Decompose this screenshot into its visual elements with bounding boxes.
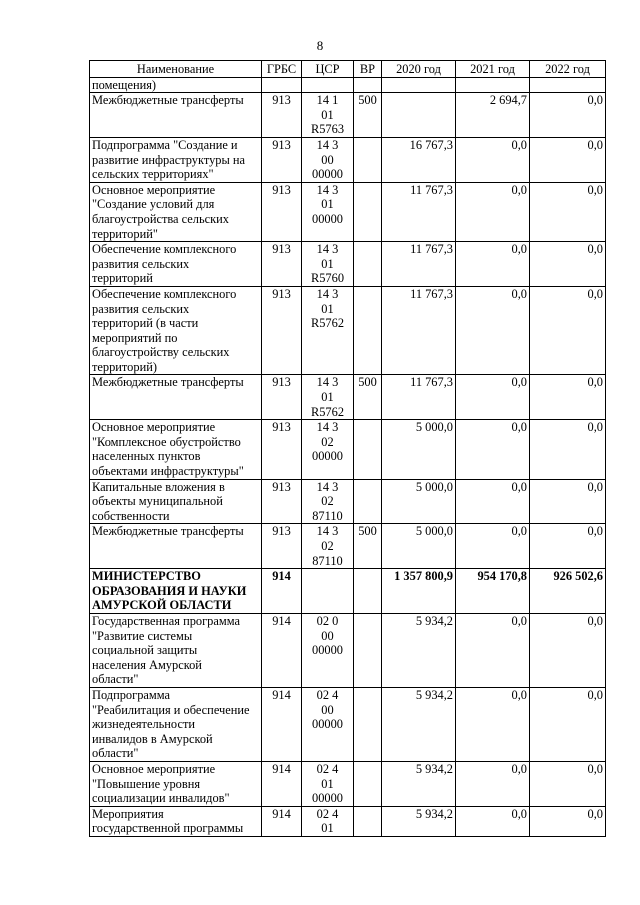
cell-year-2022: 0,0 bbox=[530, 613, 606, 687]
header-csr: ЦСР bbox=[302, 61, 354, 78]
cell-year-2020 bbox=[382, 77, 456, 93]
cell-name-line: "Реабилитация и обеспечение bbox=[92, 702, 250, 717]
cell-csr-line: 00000 bbox=[312, 717, 343, 732]
cell-year-2021: 0,0 bbox=[456, 524, 530, 569]
cell-name-line: МИНИСТЕРСТВО bbox=[92, 569, 201, 584]
cell-year-2021: 2 694,7 bbox=[456, 93, 530, 138]
cell-name bbox=[90, 524, 262, 569]
header-grbs: ГРБС bbox=[262, 61, 302, 78]
cell-vr: 500 bbox=[354, 93, 382, 138]
cell-vr: 500 bbox=[354, 524, 382, 569]
cell-name-line: "Развитие системы bbox=[92, 628, 193, 643]
cell-year-2020: 5 000,0 bbox=[382, 479, 456, 524]
cell-name bbox=[90, 569, 262, 614]
cell-csr-line: 01 bbox=[321, 390, 334, 405]
cell-year-2021 bbox=[456, 77, 530, 93]
cell-csr-line: 00000 bbox=[312, 643, 343, 658]
cell-name bbox=[90, 761, 262, 806]
cell-csr-line: 00000 bbox=[312, 449, 343, 464]
cell-csr-line: 14 3 bbox=[316, 420, 339, 435]
cell-csr-line: 00 bbox=[321, 152, 334, 167]
cell-csr-line: R5762 bbox=[310, 316, 345, 331]
cell-name bbox=[90, 182, 262, 241]
cell-year-2020: 11 767,3 bbox=[382, 182, 456, 241]
cell-year-2021: 0,0 bbox=[456, 137, 530, 182]
cell-name-line: территорий) bbox=[92, 359, 157, 374]
cell-csr-line: 02 4 bbox=[316, 761, 339, 776]
cell-csr-line: 14 3 bbox=[316, 286, 339, 301]
table-row bbox=[90, 182, 606, 241]
cell-year-2022: 0,0 bbox=[530, 93, 606, 138]
cell-csr bbox=[302, 375, 354, 420]
cell-name-line: населенных пунктов bbox=[92, 449, 201, 464]
cell-csr bbox=[302, 479, 354, 524]
cell-year-2020: 16 767,3 bbox=[382, 137, 456, 182]
cell-name-line: Подпрограмма bbox=[92, 687, 170, 702]
cell-vr bbox=[354, 479, 382, 524]
header-year-2022: 2022 год bbox=[530, 61, 606, 78]
cell-year-2022: 0,0 bbox=[530, 182, 606, 241]
cell-grbs: 914 bbox=[262, 569, 302, 614]
cell-csr bbox=[302, 761, 354, 806]
cell-csr-line: 02 0 bbox=[316, 613, 339, 628]
cell-year-2021: 0,0 bbox=[456, 286, 530, 375]
cell-year-2021: 0,0 bbox=[456, 242, 530, 287]
table-row bbox=[90, 761, 606, 806]
cell-name-line: Капитальные вложения в bbox=[92, 479, 225, 494]
cell-name-line: Основное мероприятие bbox=[92, 761, 216, 776]
table-row bbox=[90, 479, 606, 524]
cell-vr bbox=[354, 761, 382, 806]
page-number: 8 bbox=[316, 38, 324, 53]
cell-csr bbox=[302, 242, 354, 287]
cell-csr bbox=[302, 613, 354, 687]
cell-csr-line: 87110 bbox=[312, 553, 343, 568]
cell-csr bbox=[302, 93, 354, 138]
cell-year-2022: 0,0 bbox=[530, 524, 606, 569]
cell-vr bbox=[354, 613, 382, 687]
cell-name bbox=[90, 77, 262, 93]
cell-csr bbox=[302, 687, 354, 761]
cell-name-line: развитие инфраструктуры на bbox=[92, 152, 246, 167]
cell-csr bbox=[302, 420, 354, 479]
cell-csr-line: 01 bbox=[321, 197, 334, 212]
cell-grbs: 914 bbox=[262, 806, 302, 836]
cell-vr bbox=[354, 687, 382, 761]
cell-vr bbox=[354, 806, 382, 836]
cell-grbs: 913 bbox=[262, 242, 302, 287]
cell-grbs: 913 bbox=[262, 93, 302, 138]
cell-grbs: 913 bbox=[262, 375, 302, 420]
cell-year-2022: 926 502,6 bbox=[530, 569, 606, 614]
cell-year-2022: 0,0 bbox=[530, 761, 606, 806]
cell-name-line: территорий (в части bbox=[92, 316, 199, 331]
cell-year-2020: 11 767,3 bbox=[382, 286, 456, 375]
cell-csr-line: 02 4 bbox=[316, 806, 339, 821]
cell-name-line: Подпрограмма "Создание и bbox=[92, 137, 238, 152]
cell-grbs: 914 bbox=[262, 687, 302, 761]
cell-year-2020: 5 934,2 bbox=[382, 687, 456, 761]
cell-csr-line: 87110 bbox=[312, 508, 343, 523]
table-row bbox=[90, 77, 606, 93]
cell-csr-line: 02 4 bbox=[316, 687, 339, 702]
cell-csr bbox=[302, 182, 354, 241]
cell-name-line: АМУРСКОЙ ОБЛАСТИ bbox=[92, 598, 232, 613]
cell-grbs: 913 bbox=[262, 286, 302, 375]
table-row bbox=[90, 375, 606, 420]
cell-year-2021: 0,0 bbox=[456, 761, 530, 806]
cell-grbs: 914 bbox=[262, 613, 302, 687]
cell-csr-line: 01 bbox=[321, 256, 334, 271]
table-row bbox=[90, 93, 606, 138]
cell-name-line: Обеспечение комплексного bbox=[92, 242, 237, 257]
cell-year-2022: 0,0 bbox=[530, 687, 606, 761]
cell-name bbox=[90, 242, 262, 287]
cell-grbs: 913 bbox=[262, 137, 302, 182]
cell-year-2021: 954 170,8 bbox=[456, 569, 530, 614]
cell-csr-line: 00 bbox=[321, 702, 334, 717]
cell-name-line: сельских территориях" bbox=[92, 167, 214, 182]
cell-csr-line: 00000 bbox=[312, 167, 343, 182]
cell-name-line: "Повышение уровня bbox=[92, 776, 201, 791]
table-body bbox=[90, 77, 606, 836]
cell-csr-line: 14 3 bbox=[316, 524, 339, 539]
cell-name bbox=[90, 375, 262, 420]
cell-csr-line: R5760 bbox=[310, 271, 345, 286]
cell-name bbox=[90, 479, 262, 524]
cell-year-2021: 0,0 bbox=[456, 479, 530, 524]
cell-name-line: Мероприятия bbox=[92, 806, 164, 821]
table-row bbox=[90, 242, 606, 287]
cell-name-line: населения Амурской bbox=[92, 657, 202, 672]
cell-vr bbox=[354, 242, 382, 287]
cell-year-2020: 11 767,3 bbox=[382, 242, 456, 287]
cell-csr bbox=[302, 286, 354, 375]
cell-name bbox=[90, 420, 262, 479]
cell-csr-line: 02 bbox=[321, 494, 334, 509]
cell-name-line: инвалидов в Амурской bbox=[92, 731, 213, 746]
cell-name bbox=[90, 613, 262, 687]
cell-name-line: "Создание условий для bbox=[92, 197, 215, 212]
cell-year-2022 bbox=[530, 77, 606, 93]
cell-vr bbox=[354, 137, 382, 182]
cell-year-2022: 0,0 bbox=[530, 420, 606, 479]
header-year-2021: 2021 год bbox=[456, 61, 530, 78]
cell-name-line: Межбюджетные трансферты bbox=[92, 524, 244, 539]
cell-name-line: Основное мероприятие bbox=[92, 420, 216, 435]
table-row bbox=[90, 286, 606, 375]
table-row bbox=[90, 420, 606, 479]
cell-year-2020: 5 934,2 bbox=[382, 806, 456, 836]
cell-csr bbox=[302, 77, 354, 93]
cell-csr bbox=[302, 569, 354, 614]
cell-year-2021: 0,0 bbox=[456, 375, 530, 420]
cell-name-line: социализации инвалидов" bbox=[92, 791, 230, 806]
cell-name-line: развития сельских bbox=[92, 256, 190, 271]
cell-name bbox=[90, 93, 262, 138]
cell-year-2020: 5 000,0 bbox=[382, 420, 456, 479]
cell-csr-line: R5762 bbox=[310, 404, 345, 419]
cell-year-2020: 5 934,2 bbox=[382, 613, 456, 687]
cell-csr-line: R5763 bbox=[310, 122, 345, 137]
cell-name-line: "Комплексное обустройство bbox=[92, 434, 241, 449]
cell-name-line: области" bbox=[92, 746, 139, 761]
cell-year-2020: 1 357 800,9 bbox=[382, 569, 456, 614]
cell-year-2021: 0,0 bbox=[456, 420, 530, 479]
cell-vr bbox=[354, 569, 382, 614]
cell-name bbox=[90, 806, 262, 836]
cell-year-2021: 0,0 bbox=[456, 182, 530, 241]
cell-csr-line: 02 bbox=[321, 539, 334, 553]
cell-year-2021: 0,0 bbox=[456, 806, 530, 836]
cell-name-line: социальной защиты bbox=[92, 643, 198, 658]
cell-name-line: развития сельских bbox=[92, 301, 190, 316]
cell-name-line: жизнедеятельности bbox=[92, 717, 195, 732]
cell-csr-line: 01 bbox=[321, 301, 334, 316]
cell-grbs: 913 bbox=[262, 420, 302, 479]
budget-table bbox=[89, 60, 606, 837]
cell-name-line: Основное мероприятие bbox=[92, 182, 216, 197]
cell-name bbox=[90, 687, 262, 761]
cell-csr-line: 14 3 bbox=[316, 375, 339, 390]
cell-csr-line: 01 bbox=[321, 821, 334, 836]
cell-name-line: государственной программы bbox=[92, 821, 244, 836]
cell-name-line: области" bbox=[92, 672, 139, 687]
cell-name-line: объектами инфраструктуры" bbox=[92, 464, 244, 479]
cell-csr bbox=[302, 524, 354, 569]
cell-year-2022: 0,0 bbox=[530, 375, 606, 420]
cell-name-line: благоустройству сельских bbox=[92, 345, 230, 360]
cell-csr-line: 02 bbox=[321, 434, 334, 449]
cell-csr-line: 14 1 bbox=[316, 93, 339, 108]
header-year-2020: 2020 год bbox=[382, 61, 456, 78]
cell-name-line: Государственная программа bbox=[92, 613, 240, 628]
cell-year-2022: 0,0 bbox=[530, 242, 606, 287]
cell-year-2020: 11 767,3 bbox=[382, 375, 456, 420]
table-row bbox=[90, 613, 606, 687]
cell-csr bbox=[302, 806, 354, 836]
cell-vr: 500 bbox=[354, 375, 382, 420]
table-row bbox=[90, 524, 606, 569]
cell-grbs: 913 bbox=[262, 182, 302, 241]
cell-vr bbox=[354, 182, 382, 241]
cell-csr-line: 14 3 bbox=[316, 242, 339, 257]
cell-year-2022: 0,0 bbox=[530, 137, 606, 182]
cell-name-line: ОБРАЗОВАНИЯ И НАУКИ bbox=[92, 583, 247, 598]
cell-name bbox=[90, 286, 262, 375]
cell-csr-line: 01 bbox=[321, 107, 334, 122]
cell-name bbox=[90, 137, 262, 182]
cell-csr-line: 00000 bbox=[312, 791, 343, 806]
cell-year-2021: 0,0 bbox=[456, 613, 530, 687]
cell-csr-line: 00000 bbox=[312, 211, 343, 226]
cell-year-2020: 5 934,2 bbox=[382, 761, 456, 806]
cell-csr-line: 14 3 bbox=[316, 137, 339, 152]
cell-year-2022: 0,0 bbox=[530, 286, 606, 375]
cell-csr-line: 14 3 bbox=[316, 479, 339, 494]
cell-csr-line: 14 3 bbox=[316, 182, 339, 197]
cell-csr bbox=[302, 137, 354, 182]
table-row bbox=[90, 687, 606, 761]
cell-name-line: мероприятий по bbox=[92, 330, 178, 345]
cell-grbs: 913 bbox=[262, 524, 302, 569]
cell-name-line: Межбюджетные трансферты bbox=[92, 93, 244, 108]
cell-grbs: 913 bbox=[262, 479, 302, 524]
cell-grbs bbox=[262, 77, 302, 93]
table-row bbox=[90, 806, 606, 836]
cell-name-line: благоустройства сельских bbox=[92, 211, 229, 226]
cell-name-line: территорий bbox=[92, 271, 153, 286]
table-row bbox=[90, 137, 606, 182]
cell-year-2020: 5 000,0 bbox=[382, 524, 456, 569]
cell-year-2022: 0,0 bbox=[530, 806, 606, 836]
cell-year-2022: 0,0 bbox=[530, 479, 606, 524]
cell-csr-line: 00 bbox=[321, 628, 334, 643]
table-header-row bbox=[90, 61, 606, 78]
cell-name-line: Межбюджетные трансферты bbox=[92, 375, 244, 390]
cell-csr-line: 01 bbox=[321, 776, 334, 791]
cell-name-line: собственности bbox=[92, 508, 170, 523]
cell-year-2021: 0,0 bbox=[456, 687, 530, 761]
cell-name-line: Обеспечение комплексного bbox=[92, 286, 237, 301]
cell-name-line: территорий" bbox=[92, 226, 158, 241]
cell-year-2020 bbox=[382, 93, 456, 138]
cell-vr bbox=[354, 420, 382, 479]
cell-vr bbox=[354, 77, 382, 93]
cell-grbs: 914 bbox=[262, 761, 302, 806]
cell-vr bbox=[354, 286, 382, 375]
cell-name-line: объекты муниципальной bbox=[92, 494, 223, 509]
cell-name-line: помещения) bbox=[92, 77, 157, 92]
table-row bbox=[90, 569, 606, 614]
header-name: Наименование bbox=[90, 61, 262, 78]
header-vr: ВР bbox=[354, 61, 382, 78]
